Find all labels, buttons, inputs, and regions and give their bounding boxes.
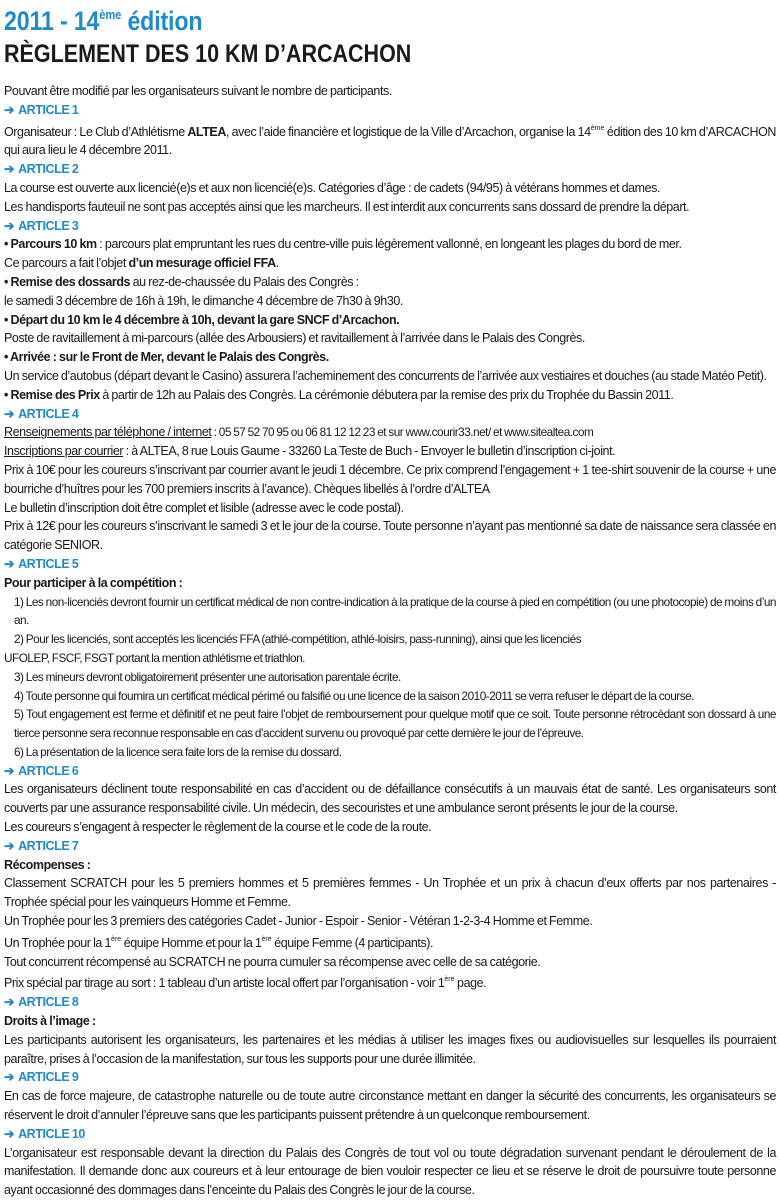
recompenses-heading: Récompenses : [4,857,91,872]
article-7-p5 [4,971,776,993]
page-title: RÈGLEMENT DES 10 KM D’ARCACHON [4,40,412,68]
article-3-heading [4,217,776,236]
arrow-right-icon: ➔ [4,406,15,421]
article-7-label: ARTICLE 7 [18,838,79,853]
arrow-right-icon: ➔ [4,763,15,778]
article-3-parcours [4,235,776,254]
mesure-end: . [275,256,279,271]
article-9-label: ARTICLE 9 [18,1070,79,1085]
article-5-item-3: 3) Les mineurs devront obligatoirement présenter une autorisation parentale écrite. [14,669,401,684]
article-4-inscriptions [4,442,776,461]
arrivee-text: • Arrivée : sur le Front de Mer, devant le Palais des Congrès. [4,350,329,365]
arrow-right-icon: ➔ [4,102,15,117]
article-3-arrivee [4,348,776,367]
edition-heading [4,0,668,36]
parcours-label: • Parcours 10 km [4,237,97,252]
edition-suffix: édition [121,6,203,36]
art7-p5b: page. [454,976,487,991]
article-5-item-2a: 2) Pour les licenciés, sont acceptés les licenciés FFA (athlé-compétition, athlé-loisirs, pass-running), ainsi que les licenciés [14,632,582,647]
article-7-p2: Un Trophée pour les 3 premiers des catégories Cadet - Junior - Espoir - Senior - Vétéran 1-2-3-4 Homme et Femme. [4,914,593,929]
art7-p3c: équipe Femme (4 participants). [271,935,434,950]
article-6-p1: Les organisateurs déclinent toute responsabilité en cas d’accident ou de défaillance consécutifs à un mauvais état de santé. Les organisateurs sont couverts par une assurance responsabilité civile. Un médecin, des secouristes et une ambulance seront présents le jour de la course. [4,782,776,816]
article-5-label: ARTICLE 5 [18,556,79,571]
article-10-p1: L’organisateur est responsable devant la direction du Palais des Congrès de tout vol ou toute dégradation survenant pendant le déroulement de la manifestation. Il demande donc aux coureurs et à leur entourage de bien vouloir respecter ce lieu et se réserve le droit de poursuivre toute personne ayant occasionné des dommages dans l’enceinte du Palais des Congrès le jour de la course. [4,1145,776,1198]
art7-p3b: équipe Homme et pour la 1 [121,935,262,950]
arrow-right-icon: ➔ [4,556,15,571]
inscriptions-label: Inscriptions par courrier [4,444,124,459]
renseignements-text: : 05 57 52 70 95 ou 06 81 12 12 23 et sur www.courir33.net/ et www.sitealtea.com [211,425,594,440]
article-5-item-1: 1) Les non-licenciés devront fournir un certificat médical de non contre-indication à la pratique de la course à pied en compétition (ou une photocopie) de moins d’un an. [14,594,776,628]
art1-altea: ALTEA [187,124,226,139]
prix-text: à partir de 12h au Palais des Congrès. La cérémonie débutera par la remise des prix du Trophée du Bassin 2011. [99,387,674,402]
article-8-p1: Les participants autorisent les organisateurs, les partenaires et les médias à utiliser les images fixes ou audiovisuelles sur lesquelles ils pourraient paraître, prises à l’occasion de la manifestation, sur tous les supports pour une durée illimitée. [4,1032,776,1066]
article-3-prix [4,386,776,405]
article-3-mesure [4,254,776,273]
article-4-heading [4,405,776,424]
article-7-subheading [4,856,776,875]
article-2-label: ARTICLE 2 [18,162,79,177]
art7-p3-sup1: ère [111,935,122,943]
article-3-depart [4,311,776,330]
edition-number: 2011 - 14 [4,6,100,36]
competition-heading: Pour participer à la compétition : [4,575,183,590]
article-5-subheading [4,574,776,593]
art7-p5-sup: ère [444,976,455,984]
article-8-label: ARTICLE 8 [18,995,79,1010]
article-7-p4: Tout concurrent récompensé au SCRATCH ne pourra cumuler sa récompense avec celle de sa catégorie. [4,954,541,969]
article-5-item-5: 5) Tout engagement est ferme et définitif et ne peut faire l’objet de remboursement pour quelque motif que ce soit. Toute personne rétrocèdant son dossard à une tierce personne sera reconnue responsable en cas d’accident survenu ou provoqué par cette dernière le jour de l’épreuve. [14,707,776,741]
article-4-bulletin: Le bulletin d’inscription doit être complet et lisible (adresse avec le code postal). [4,500,404,515]
article-6-p2: Les coureurs s’engagent à respecter le règlement de la course et le code de la route. [4,820,432,835]
article-9-p1: En cas de force majeure, de catastrophe naturelle ou de toute autre circonstance mettant en danger la sécurité des concurrents, les organisateurs se réservent le droit d’annuler l’épreuve sans que les participants puissent prétendre à un quelconque remboursement. [4,1089,776,1123]
article-7-p3 [4,931,776,953]
mesure-bold: d’un mesurage officiel FFA [128,256,276,271]
article-7-heading [4,837,776,856]
article-10-label: ARTICLE 10 [18,1126,85,1141]
inscriptions-text: : à ALTEA, 8 rue Louis Gaume - 33260 La Teste de Buch - Envoyer le bulletin d’inscription ci-joint. [123,444,616,459]
article-8-heading [4,993,776,1012]
droits-image-heading: Droits à l’image : [4,1014,96,1029]
art7-p5a: Prix spécial par tirage au sort : 1 tableau d’un artiste local offert par l’organisation - voir 1 [4,976,445,991]
article-5-heading [4,555,776,574]
article-3-ravito: Poste de ravitaillement à mi-parcours (allée des Arbousiers) et ravitaillement à l’arrivée dans le Palais des Congrès. [4,331,585,346]
article-5-item-4: 4) Toute personne qui fournira un certificat médical périmé ou falsifié ou une licence de la saison 2010-2011 se verra refuser le départ de la course. [14,688,694,703]
prix-label: • Remise des Prix [4,387,100,402]
article-1-text [4,120,776,161]
article-1-heading [4,101,776,120]
article-3-label: ARTICLE 3 [18,218,79,233]
article-3-remise [4,273,776,292]
renseignements-label: Renseignements par téléphone / internet [4,425,212,440]
mesure-text: Ce parcours a fait l’objet [4,256,129,271]
arrow-right-icon: ➔ [4,162,15,177]
arrow-right-icon: ➔ [4,1126,15,1141]
remise-text: au rez-de-chaussée du Palais des Congrès : [130,274,359,289]
article-2-p2: Les handisports fauteuil ne sont pas acceptés ainsi que les marcheurs. Il est interdit aux concurrents sans dossard de prendre la départ. [4,199,690,214]
article-6-heading [4,762,776,781]
art1-t2: , avec l’aide financière et logistique de la Ville d’Arcachon, organise la 14 [225,124,591,139]
art1-sup: ème [590,124,605,132]
parcours-text: : parcours plat empruntant les rues du centre-ville puis légèrement vallonné, en longeant les plages du bord de mer. [96,237,682,252]
article-10-heading [4,1125,776,1144]
article-2-heading [4,160,776,179]
arrow-right-icon: ➔ [4,218,15,233]
article-9-heading [4,1068,776,1087]
article-4-prix10: Prix à 10€ pour les coureurs s’inscrivant par courrier avant le jeudi 1 décembre. Ce prix comprend l’engagement + 1 tee-shirt souvenir de la course + une bourriche d’huîtres pour les 700 premiers inscrits à l’avance). Chèques libellés à l’ordre d’ALTEA [4,462,776,496]
intro-text: Pouvant être modifié par les organisateurs suivant le nombre de participants. [4,84,392,98]
article-3-autobus: Un service d’autobus (départ devant le Casino) assurera l’acheminement des concurrents de l’arrivée aux vestiaires et douches (au stade Matéo Petit). [4,368,767,383]
article-6-label: ARTICLE 6 [18,763,79,778]
article-2-p1: La course est ouverte aux licencié(e)s et aux non licencié(e)s. Catégories d’âge : de cadets (94/95) à vétérans hommes et dames. [4,180,661,195]
art1-t3: édition des 10 km d’ARCACHON qui aura lieu le 4 décembre 2011. [4,124,776,158]
arrow-right-icon: ➔ [4,995,15,1010]
article-4-prix12: Prix à 12€ pour les coureurs s’inscrivant le samedi 3 et le jour de la course. Toute personne n’ayant pas mentionné sa date de naissance sera classée en catégorie SENIOR. [4,519,776,553]
remise-label: • Remise des dossards [4,274,131,289]
article-8-subheading [4,1012,776,1031]
art7-p3a: Un Trophée pour la 1 [4,935,112,950]
reglement-body [4,82,776,1200]
article-4-label: ARTICLE 4 [18,406,79,421]
article-7-p1: Classement SCRATCH pour les 5 premiers hommes et 5 premières femmes - Un Trophée et un prix à chacun d’eux offerts par nos partenaires - Trophée spécial pour les vainqueurs Homme et Femme. [4,876,776,910]
edition-sup: ème [99,7,122,22]
article-5-item-6: 6) La présentation de la licence sera faite lors de la remise du dossard. [14,744,342,759]
depart-text: • Départ du 10 km le 4 décembre à 10h, devant la gare SNCF d’Arcachon. [4,312,400,327]
article-4-renseignements [4,423,776,442]
article-3-horaires: le samedi 3 décembre de 16h à 19h, le dimanche 4 décembre de 7h30 à 9h30. [4,293,403,308]
article-1-label: ARTICLE 1 [18,102,79,117]
arrow-right-icon: ➔ [4,1070,15,1085]
art1-t1: Organisateur : Le Club d’Athlétisme [4,124,188,139]
art7-p3-sup2: ère [261,935,272,943]
article-5-item-2b: UFOLEP, FSCF, FSGT portant la mention athlétisme et triathlon. [4,650,305,665]
arrow-right-icon: ➔ [4,838,15,853]
